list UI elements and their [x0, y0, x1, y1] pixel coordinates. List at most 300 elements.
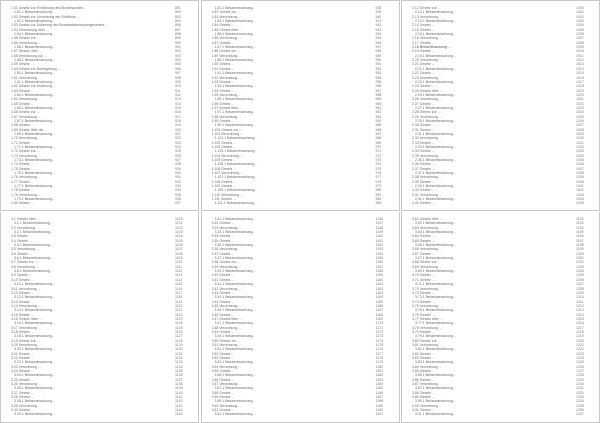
entry-title: 1.80 Gesetz ...	[11, 201, 34, 206]
entry-page-number: 1220	[576, 338, 584, 343]
entry-title: 1.62 Gesetz zur Änderung ...	[11, 84, 56, 89]
index-column	[212, 217, 390, 417]
entry-page-number: 1041	[576, 184, 584, 189]
index-page-4	[0, 212, 199, 423]
entry-title: 1.91.1 Bekanntmachung...	[214, 71, 256, 76]
entry-title: 1.86 Verordnung ...	[211, 36, 242, 41]
entry-title: 2.12.1 Bekanntmachung...	[415, 10, 456, 15]
entry-title: 3.50 Gesetz zur ...	[211, 338, 241, 343]
entry-page-number: 1133	[175, 360, 183, 365]
index-entry	[412, 201, 590, 205]
index-column	[412, 217, 590, 417]
entry-page-number: 894	[175, 19, 181, 24]
entry-page-number: 970	[375, 145, 382, 149]
entry-page-number: 957	[375, 88, 382, 93]
entry-title: 1.108 Gesetz ...	[211, 179, 237, 184]
entry-title: 2.39.1 Bekanntmachung...	[415, 184, 456, 189]
entry-title: 3.12.1 Bekanntmachung...	[14, 295, 55, 300]
entry-title: 1.51.1 Bekanntmachung...	[14, 10, 55, 15]
entry-page-number: 1114	[175, 277, 183, 282]
entry-title: 1.56 Verordnung ...	[11, 40, 41, 45]
entry-title: 1.73.1 Bekanntmachung...	[14, 158, 55, 163]
entry-title: 3.39 Verordnung ...	[211, 264, 242, 269]
entry-page-number: 1201	[576, 256, 584, 261]
entry-title: 3.54 Verordnung ...	[211, 364, 242, 369]
entry-title: 3.11 Verordnung ...	[11, 286, 41, 291]
entry-page-number: 1184	[375, 382, 384, 387]
entry-page-number: 1190	[375, 408, 384, 413]
entry-title: 3.1 Gesetz über ...	[11, 217, 40, 221]
entry-title: 3.30 Gesetz ...	[11, 408, 34, 413]
entry-title: 1.77 Gesetz ...	[11, 179, 34, 184]
entry-page-number: 1191	[375, 412, 384, 417]
entry-title: 2.29.1 Bekanntmachung...	[415, 118, 456, 123]
entry-page-number: 1202	[576, 260, 584, 265]
entry-title: 1.110 Verordnung ...	[211, 192, 243, 197]
entry-title: 1.100 Gesetz zur ...	[211, 127, 243, 132]
entry-title: 3.15 Gesetz ...	[11, 312, 34, 317]
entry-title: 3.25 Gesetz ...	[11, 377, 34, 382]
entry-title: 3.86 Gesetz ...	[412, 377, 435, 382]
entry-title: 3.85 Gesetz ...	[412, 369, 435, 374]
entry-title: 3.1.1 Bekanntmachung...	[14, 221, 53, 226]
entry-title: 3.60 Verordnung ...	[211, 403, 242, 408]
entry-title: 2.30 Gesetz ...	[412, 123, 435, 128]
entry-page-number: 1045	[576, 201, 584, 206]
entry-title: 1.99.1 Bekanntmachung...	[214, 123, 256, 128]
entry-page-number: 1159	[375, 273, 384, 278]
index-column	[11, 217, 189, 417]
entry-page-number: 1171	[375, 325, 384, 330]
entry-title: 1.94 Gesetz ...	[211, 88, 235, 93]
entry-title: 3.44 Gesetz ...	[211, 299, 235, 304]
entry-title: 1.96 Gesetz ...	[211, 101, 235, 106]
entry-page-number: 1167	[375, 308, 384, 313]
entry-page-number: 1036	[576, 162, 584, 167]
entry-title: 3.2.1 Bekanntmachung...	[14, 230, 53, 235]
entry-title: 3.4.1 Bekanntmachung...	[14, 243, 53, 248]
entry-title: 1.99 Gesetz ...	[211, 118, 235, 123]
entry-title: 3.84 Verordnung ...	[412, 364, 442, 369]
entry-title: 1.61.1 Bekanntmachung...	[14, 79, 55, 84]
entry-title: 3.69.1 Bekanntmachung...	[415, 269, 456, 274]
entry-page-number: 960	[375, 101, 382, 106]
entry-page-number: 1212	[576, 303, 584, 308]
entry-title: 1.111.1 Bekanntmachung...	[214, 201, 257, 206]
entry-page-number: 1030	[576, 136, 584, 141]
entry-title: 1.74 Gesetz ...	[11, 162, 34, 167]
entry-page-number: 1032	[576, 145, 584, 149]
entry-page-number: 1175	[375, 342, 384, 347]
entry-page-number: 1102	[175, 225, 183, 230]
entry-page-number: 1158	[375, 269, 384, 274]
entry-title: 1.102 Gesetz ...	[211, 140, 237, 145]
entry-title: 2.23.1 Bekanntmachung...	[415, 79, 456, 84]
entry-page-number: 1161	[375, 282, 384, 287]
entry-page-number: 1160	[375, 277, 384, 282]
entry-title: 3.90 Verordnung ...	[412, 403, 442, 408]
entry-page-number: 1203	[576, 264, 584, 269]
entry-title: 3.75 Verordnung ...	[412, 303, 442, 308]
entry-page-number: 1168	[375, 312, 384, 317]
entry-title: 1.58 Verordnung zur ...	[11, 53, 47, 58]
entry-title: 3.72 Verordnung ...	[412, 286, 442, 291]
entry-title: 3.62 Gesetz über ...	[412, 217, 443, 221]
entry-page-number: 1017	[576, 79, 584, 84]
entry-page-number: 1020	[576, 92, 584, 97]
entry-page-number: 1024	[576, 110, 584, 115]
entry-title: 3.68 Gesetz zur ...	[412, 260, 441, 265]
entry-title: 1.93.1 Bekanntmachung...	[214, 84, 256, 89]
entry-title: 1.53 Gesetz zur Änderung des Bundesdatenschutzgesetzes...	[11, 23, 108, 28]
entry-title: 1.101.1 Bekanntmachung...	[214, 136, 258, 141]
entry-title: 3.59.1 Bekanntmachung...	[214, 399, 256, 404]
entry-title: 2.17 Gesetz ...	[412, 40, 435, 45]
entry-page-number: 1163	[375, 290, 384, 295]
entry-page-number: 1108	[175, 251, 183, 256]
entry-page-number: 1172	[375, 329, 384, 334]
entry-page-number: 1117	[175, 290, 183, 295]
entry-title: 1.65 Gesetz ...	[11, 101, 34, 106]
entry-title: 1.88 Gesetz zur ...	[211, 49, 241, 54]
entry-title: 2.37 Gesetz ...	[412, 166, 435, 171]
entry-page-number: 904	[175, 58, 181, 63]
entry-title: 3.63 Verordnung ...	[412, 225, 442, 230]
entry-page-number: 910	[175, 84, 181, 89]
index-page-1	[0, 0, 199, 211]
entry-page-number: 897	[175, 27, 181, 32]
entry-title: 2.37.1 Bekanntmachung...	[415, 171, 456, 176]
entry-page-number: 1007	[576, 36, 584, 41]
entry-title: 1.52.1 Bekanntmachung...	[14, 19, 55, 24]
entry-title: 1.72 Gesetz zur ...	[11, 149, 40, 154]
entry-page-number: 1186	[375, 390, 384, 395]
entry-page-number: 1134	[175, 364, 183, 369]
entry-page-number: 1188	[375, 399, 384, 404]
entry-title: 1.89 Verordnung ...	[211, 53, 242, 58]
entry-page-number: 1152	[375, 243, 384, 248]
index-entry	[11, 201, 189, 205]
entry-page-number: 1216	[576, 321, 584, 326]
entry-page-number: 1127	[175, 334, 183, 339]
entry-page-number: 948	[375, 49, 382, 54]
entry-title: 1.89.1 Bekanntmachung...	[214, 58, 256, 63]
entry-title: 1.93 Gesetz ...	[211, 79, 235, 84]
entry-page-number: 927	[175, 158, 181, 163]
entry-page-number: 1199	[576, 247, 584, 252]
entry-page-number: 964	[375, 118, 382, 123]
entry-title: 3.2 Verordnung ...	[11, 225, 39, 230]
entry-title: 3.41.1 Bekanntmachung...	[214, 282, 256, 287]
entry-page-number: 900	[175, 40, 181, 45]
entry-page-number: 908	[175, 75, 181, 80]
entry-title: 2.12 Gesetz zur ...	[412, 6, 441, 10]
entry-page-number: 981	[375, 192, 382, 197]
entry-page-number: 1145	[175, 412, 183, 417]
entry-page-number: 1015	[576, 71, 584, 76]
entry-page-number: 971	[375, 149, 382, 154]
entry-page-number: 899	[175, 36, 181, 41]
entry-page-number: 1040	[576, 179, 584, 184]
entry-title: 3.87.1 Bekanntmachung...	[415, 386, 456, 391]
entry-page-number: 1180	[375, 364, 384, 369]
entry-page-number: 1230	[576, 382, 584, 387]
entry-title: 3.41 Gesetz ...	[211, 277, 235, 282]
entry-title: 2.36 Gesetz ...	[412, 162, 435, 167]
entry-title: 2.25 Gesetz über ...	[412, 88, 443, 93]
entry-title: 1.54.1 Bekanntmachung...	[14, 32, 55, 37]
entry-title: 3.21 Gesetz ...	[11, 351, 34, 356]
entry-page-number: 920	[175, 127, 181, 132]
entry-title: 1.77.1 Bekanntmachung...	[14, 184, 55, 189]
entry-page-number: 1014	[576, 66, 584, 71]
entry-title: 3.8.1 Bekanntmachung...	[14, 269, 53, 274]
entry-page-number: 980	[375, 188, 382, 193]
entry-title: 3.26 Verordnung ...	[11, 382, 41, 387]
entry-title: 3.49.1 Bekanntmachung...	[214, 334, 256, 339]
entry-title: 2.40 Gesetz ...	[412, 188, 435, 193]
entry-title: 2.41 Verordnung ...	[412, 192, 442, 197]
entry-title: 3.45.1 Bekanntmachung...	[214, 308, 256, 313]
entry-title: 1.107 Verordnung ...	[211, 171, 244, 176]
entry-page-number: 1006	[576, 32, 584, 37]
entry-page-number: 955	[375, 79, 382, 84]
entry-page-number: 1207	[576, 282, 584, 287]
entry-title: 3.6 Gesetz ...	[11, 251, 32, 256]
entry-page-number: 1195	[576, 230, 584, 235]
entry-page-number: 965	[375, 123, 382, 128]
entry-page-number: 945	[375, 36, 382, 41]
entry-title: 3.78 Verordnung ...	[412, 325, 442, 330]
entry-title: 3.14 Verordnung ...	[11, 303, 41, 308]
entry-page-number: 1132	[175, 356, 183, 360]
entry-title: 3.83 Gesetz ...	[412, 356, 435, 360]
entry-title: 3.12 Gesetz ...	[11, 290, 34, 295]
entry-page-number: 1151	[375, 238, 384, 243]
index-entry	[212, 201, 390, 205]
entry-title: 3.45 Verordnung ...	[211, 303, 242, 308]
entry-title: 3.24.1 Bekanntmachung...	[14, 373, 55, 378]
entry-title: 3.53.1 Bekanntmachung...	[214, 360, 256, 365]
entry-page-number: 940	[375, 14, 382, 19]
entry-title: 2.25.1 Bekanntmachung...	[415, 92, 456, 97]
entry-title: 2.15.1 Bekanntmachung...	[415, 32, 456, 37]
bottom-spread	[0, 212, 600, 423]
entry-title: 1.79.1 Bekanntmachung...	[14, 197, 55, 202]
entry-page-number: 1116	[175, 286, 183, 291]
entry-page-number: 1155	[375, 256, 384, 261]
entry-title: 3.70 Gesetz ...	[412, 273, 435, 278]
entry-page-number: 1146	[375, 217, 384, 221]
entry-page-number: 933	[175, 184, 181, 189]
entry-page-number: 1153	[375, 247, 384, 252]
entry-title: 2.13.1 Bekanntmachung...	[415, 19, 456, 24]
entry-title: 1.79 Verordnung ...	[11, 192, 41, 197]
entry-title: 1.101 Verordnung ...	[211, 131, 244, 136]
entry-page-number: 958	[375, 92, 382, 97]
entry-page-number: 1170	[375, 321, 384, 326]
entry-page-number: 1204	[576, 269, 584, 274]
entry-page-number: 1176	[375, 347, 384, 352]
entry-page-number: 893	[175, 14, 181, 19]
entry-title: 3.62.1 Bekanntmachung...	[415, 221, 456, 226]
entry-title: 3.18.1 Bekanntmachung...	[14, 334, 55, 339]
entry-page-number: 912	[175, 92, 181, 97]
entry-page-number: 907	[175, 71, 181, 76]
entry-title: 1.81.1 Bekanntmachung...	[214, 6, 256, 10]
entry-page-number: 1173	[375, 334, 384, 339]
entry-page-number: 930	[175, 171, 181, 176]
entry-title: 1.91 Gesetz ...	[211, 66, 235, 71]
entry-title: 1.90 Gesetz ...	[211, 62, 235, 67]
entry-title: 3.79.1 Bekanntmachung...	[415, 334, 456, 339]
entry-title: 3.73.1 Bekanntmachung...	[415, 295, 456, 300]
entry-page-number: 902	[175, 49, 181, 54]
entry-title: 3.37.1 Bekanntmachung...	[214, 256, 256, 261]
entry-page-number: 1197	[576, 238, 584, 243]
entry-title: 2.16 Verordnung ...	[412, 36, 442, 41]
entry-page-number: 1147	[375, 221, 384, 226]
entry-page-number: 1231	[576, 386, 584, 391]
entry-title: 2.21 Gesetz ...	[412, 62, 435, 67]
entry-page-number: 977	[375, 175, 382, 180]
entry-page-number: 906	[175, 66, 181, 71]
entry-title: 3.9 Gesetz ...	[11, 273, 32, 278]
entry-title: 2.34 Gesetz ...	[412, 149, 435, 154]
entry-page-number: 1018	[576, 84, 584, 89]
entry-page-number: 1135	[175, 369, 183, 374]
entry-page-number: 1178	[375, 356, 384, 360]
entry-title: 2.14 Gesetz ...	[412, 23, 435, 28]
entry-title: 3.22 Gesetz ...	[11, 356, 34, 360]
entry-page-number: 939	[375, 10, 382, 15]
entry-title: 1.59 Gesetz ...	[11, 62, 34, 67]
entry-title: 3.16 Gesetz über ...	[11, 316, 42, 321]
entry-page-number: 936	[175, 197, 181, 202]
entry-title: 2.42 Gesetz ...	[412, 201, 435, 206]
top-spread	[0, 0, 600, 211]
entry-title: 2.39 Gesetz ...	[412, 179, 435, 184]
entry-title: 2.21.1 Bekanntmachung...	[415, 66, 456, 71]
entry-title: 3.23 Verordnung ...	[11, 364, 41, 369]
index-page-2	[201, 0, 400, 211]
entry-page-number: 952	[375, 66, 382, 71]
entry-page-number: 1211	[576, 299, 584, 304]
entry-title: 3.32 Gesetz ...	[211, 221, 235, 226]
entry-page-number: 1200	[576, 251, 584, 256]
entry-page-number: 901	[175, 45, 181, 50]
entry-page-number: 929	[175, 166, 181, 171]
entry-page-number: 1217	[576, 325, 584, 330]
entry-page-number: 1002	[576, 14, 584, 19]
entry-page-number: 1154	[375, 251, 384, 256]
entry-title: 3.51 Verordnung ...	[211, 342, 242, 347]
entry-title: 1.111 Gesetz ...	[211, 197, 236, 202]
entry-page-number: 1042	[576, 188, 584, 193]
entry-page-number: 925	[175, 149, 181, 154]
entry-page-number: 1107	[175, 247, 183, 252]
entry-page-number: 976	[375, 171, 382, 176]
entry-title: 1.105 Gesetz ...	[211, 158, 237, 163]
entry-page-number: 1026	[576, 118, 584, 123]
entry-page-number: 934	[175, 188, 181, 193]
entry-page-number: 1016	[576, 75, 584, 80]
entry-page-number: 1023	[576, 105, 584, 110]
entry-page-number: 982	[375, 197, 382, 202]
entry-page-number: 1205	[576, 273, 584, 278]
entry-title: 3.20 Verordnung ...	[11, 342, 41, 347]
entry-page-number: 1019	[576, 88, 584, 93]
index-column	[412, 6, 590, 206]
entry-title: 1.70 Verordnung ...	[11, 136, 41, 141]
entry-page-number: 1126	[175, 329, 183, 334]
entry-title: 1.61 Verordnung ...	[11, 75, 41, 80]
entry-title: 3.20.1 Bekanntmachung...	[14, 347, 55, 352]
entry-page-number: 1192	[576, 217, 584, 221]
entry-title: 3.91.1 Bekanntmachung...	[415, 412, 456, 417]
entry-page-number: 1182	[375, 373, 384, 378]
entry-page-number: 909	[175, 79, 181, 84]
entry-title: 1.69.1 Bekanntmachung...	[14, 131, 55, 136]
entry-page-number: 1131	[175, 351, 183, 356]
entry-page-number: 1038	[576, 171, 584, 176]
entry-title: 1.76 Verordnung ...	[11, 175, 41, 180]
entry-title: 1.71 Gesetz ...	[11, 140, 34, 145]
entry-page-number: 979	[375, 184, 382, 189]
entry-page-number: 1044	[576, 197, 584, 202]
entry-page-number: 1022	[576, 101, 584, 106]
entry-page-number: 1100	[175, 217, 183, 221]
entry-page-number: 953	[375, 71, 382, 76]
entry-title: 1.75 Gesetz ...	[11, 166, 34, 171]
entry-page-number: 1237	[576, 412, 584, 417]
entry-title: 1.54 Verordnung über ...	[11, 27, 49, 32]
entry-page-number: 1236	[576, 408, 584, 413]
entry-page-number: 1148	[375, 225, 384, 230]
entry-page-number: 1130	[175, 347, 183, 352]
entry-page-number: 1169	[375, 316, 384, 321]
entry-title: 2.35 Verordnung ...	[412, 153, 442, 158]
index-column	[11, 6, 189, 206]
entry-title: 3.4 Gesetz ...	[11, 238, 32, 243]
entry-title: 3.8 Verordnung ...	[11, 264, 39, 269]
index-entry	[11, 412, 189, 416]
entry-title: 1.60.1 Bekanntmachung...	[14, 71, 55, 76]
index-page-5	[201, 212, 400, 423]
entry-title: 3.18 Gesetz ...	[11, 329, 34, 334]
entry-page-number: 1110	[175, 260, 183, 265]
entry-title: 1.52 Gesetz zur Umsetzung der Richtlinie...	[11, 14, 79, 19]
entry-title: 3.65.1 Bekanntmachung...	[415, 243, 456, 248]
entry-page-number: 1174	[375, 338, 384, 343]
index-entry	[412, 412, 590, 416]
entry-page-number: 1233	[576, 395, 584, 400]
entry-title: 3.71.1 Bekanntmachung...	[415, 282, 456, 287]
entry-title: 3.81 Verordnung ...	[412, 342, 442, 347]
entry-page-number: 938	[375, 6, 382, 10]
entry-title: 1.73 Verordnung ...	[11, 153, 41, 158]
entry-page-number: 915	[175, 105, 181, 110]
entry-title: 1.75.1 Bekanntmachung...	[14, 171, 55, 176]
entry-title: 1.106 Gesetz ...	[211, 166, 237, 171]
entry-title: 1.87.1 Bekanntmachung...	[214, 45, 256, 50]
entry-page-number: 949	[375, 53, 382, 58]
entry-title: 3.61 Gesetz ...	[211, 408, 235, 413]
entry-page-number: 1037	[576, 166, 584, 171]
entry-title: 2.15 Gesetz ...	[412, 27, 435, 32]
entry-title: 1.55 Gesetz zur ...	[11, 36, 40, 41]
entry-page-number: 1140	[175, 390, 183, 395]
